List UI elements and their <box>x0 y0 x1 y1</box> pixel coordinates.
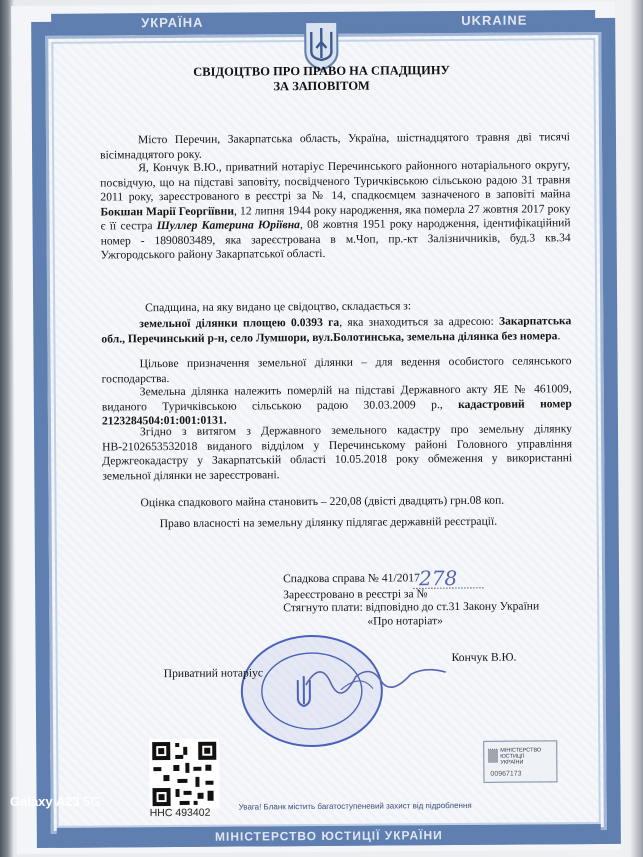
ministry-hologram-box <box>483 740 557 783</box>
box-title-line-3: УКРАЇНИ <box>500 759 524 766</box>
p6-text-a: Земельна ділянка належить померлій на підставі Державного акту ЯЕ № 461009, виданого Туричківською сільською радою 30.03.2009 р., <box>101 382 572 413</box>
barcode-icon <box>488 749 498 763</box>
law-name: «Про нотаріат» <box>367 614 443 628</box>
p2-text-a: Я, Кончук В.Ю., приватний нотаріус Перечинського районного нотаріального округу, посвідчую, що на підставі заповіту, посвідченого Туричківською сільською радою 31 травня 2011 року, зареєстрованого в реєстрі за № 14, спадкоємцем зазначеного в заповіті майна <box>100 158 571 204</box>
valuation-paragraph: Оцінка спадкового майна становить – 220,08 (двісті двадцять) грн.08 коп. <box>140 493 505 510</box>
notary-statement-paragraph <box>100 158 571 263</box>
ministry-box-title <box>500 747 541 765</box>
registry-number-text: 278 <box>418 566 458 591</box>
watermark-model: Galaxy A23 <box>10 794 80 809</box>
notary-name: Кончук В.Ю. <box>451 650 517 665</box>
band-word-en: UKRAINE <box>461 12 528 28</box>
ministry-band: МІНІСТЕРСТВО ЮСТИЦІЇ УКРАЇНИ <box>57 824 601 848</box>
band-word-ua: УКРАЇНА <box>141 14 204 31</box>
box-title-line-2: ЮСТИЦІЇ <box>500 753 525 760</box>
case-number: Спадкова справа № 41/2017 <box>283 571 420 586</box>
qr-code-icon <box>149 739 219 809</box>
p2-text-c: , 12 липня 1944 року народження, яка померла 27 жовтня 2017 року є її сестра <box>100 201 571 233</box>
hologram-code: 00967173 <box>490 770 522 778</box>
heir-name: Шуллер Катерина Юріївна <box>156 218 300 233</box>
registration-note: Право власності на земельну ділянку підлягає державній реєстрації. <box>159 514 498 531</box>
security-warning: Увага! Бланк містить багатоступеневий захист від підроблення <box>238 800 472 812</box>
testator-name: Бокшан Марії Георгіївни <box>100 204 235 218</box>
blank-serial: ННС 493402 <box>149 806 211 820</box>
land-plot-paragraph <box>101 314 571 346</box>
handwritten-registry-number <box>413 565 485 592</box>
certificate-sheet <box>11 2 621 854</box>
purpose-paragraph: Цільове призначення земельної ділянки – для ведення особистого селянського господарства. <box>101 354 572 385</box>
land-area: земельної ділянки площею 0.0393 га <box>139 315 340 331</box>
p2-text-e: , 08 жовтня 1951 року народження, ідентифікаційний номер - 1890803489, яка зареєстрована в м.Чоп, пр.-кт Залізничників, буд.3 кв.34 Ужгородського району Закарпатської області. <box>100 216 571 262</box>
inheritance-intro: Спадщина, на яку видано це свідоцтво, складається з: <box>145 299 412 315</box>
watermark-suffix: 5G <box>83 794 101 809</box>
document-title <box>161 63 481 95</box>
camera-watermark <box>10 794 101 809</box>
registry-label: Зареєстровано в реєстрі за № <box>283 587 428 602</box>
p4-text-b: , яка знаходиться за адресою: <box>339 314 500 329</box>
fee-line: Стягнуто плати: відповідно до ст.31 Закону України <box>283 599 540 615</box>
cadastre-extract-paragraph: Згідно з витягом з Державного земельного кадастру про земельну ділянку НВ-2102653532018 виданого відділом у Перечинському районі Головного управління Держгеокадастру у Закарпатській області 10.05.2018 року обмеження у використанні земельної ділянки не зареєстровані. <box>102 422 573 482</box>
title-line-1: СВІДОЦТВО ПРО ПРАВО НА СПАДЩИНУ <box>193 63 450 79</box>
notary-signature <box>301 654 451 700</box>
box-title-line-1: МІНІСТЕРСТВО <box>500 747 542 754</box>
place-date-paragraph: Місто Перечин, Закарпатська область, Україна, шістнадцятого травня дві тисячі вісімнадцятого року. <box>100 130 571 162</box>
cadastral-number: кадастровий номер 2123284504:01:001:0131. <box>101 396 572 428</box>
land-address: Закарпатська обл., Перечинський р-н, село Лумшори, вул.Болотинська, земельна ділянка без номера <box>101 314 572 345</box>
title-line-2: ЗА ЗАПОВІТОМ <box>273 78 370 94</box>
p4-text-d: . <box>557 328 561 342</box>
notary-label: Приватний нотаріус <box>163 666 264 681</box>
